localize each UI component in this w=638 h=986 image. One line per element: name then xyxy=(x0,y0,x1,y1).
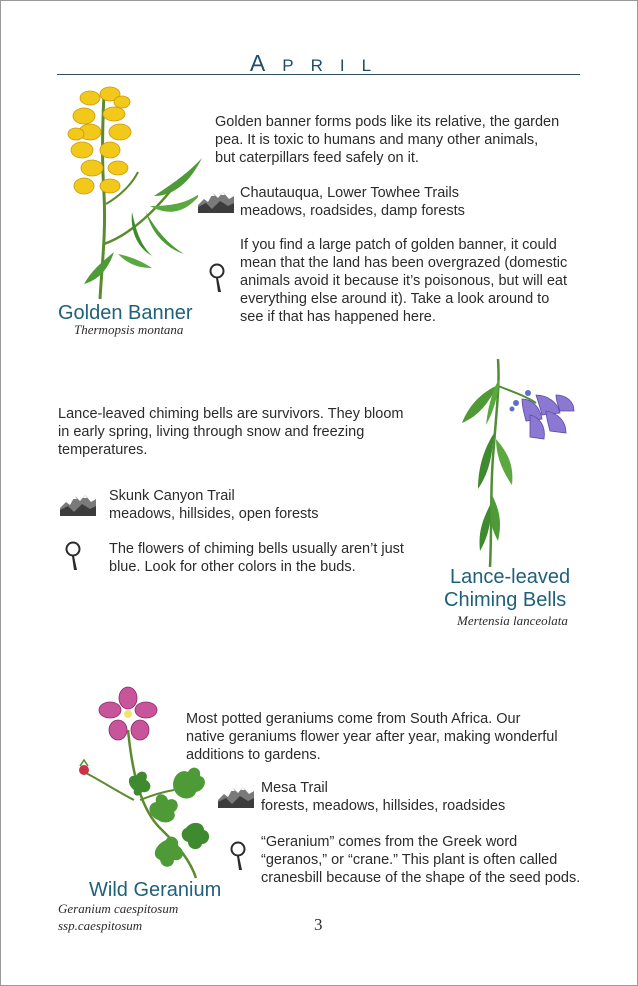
wild-geranium-description: Most potted geraniums come from South Africa. Our native geraniums flower year after year, making wonderful additions to gardens. xyxy=(186,711,558,763)
chiming-bells-name-line1: Lance-leaved xyxy=(450,566,571,588)
wild-geranium-latin: Geranium caespitosum ssp.caespitosum xyxy=(58,901,179,933)
chiming-bells-latin: Mertensia lanceolata xyxy=(457,613,568,628)
magnifying-glass-icon xyxy=(208,263,226,293)
mountain-icon xyxy=(218,782,254,808)
golden-banner-description: Golden banner forms pods like its relative, the garden pea. It is toxic to humans and many other animals, but caterpillars feed safely on it. xyxy=(215,114,560,166)
wild-geranium-name: Wild Geranium xyxy=(89,879,222,901)
golden-banner-name: Golden Banner xyxy=(58,302,193,324)
chiming-bells-location: Skunk Canyon Trail meadows, hillsides, open forests xyxy=(109,488,319,522)
page-number: 3 xyxy=(314,915,323,934)
wild-geranium-location: Mesa Trail forests, meadows, hillsides, roadsides xyxy=(261,780,506,814)
month-title: APRIL xyxy=(249,50,389,76)
chiming-bells-illustration xyxy=(440,355,580,570)
magnifying-glass-icon xyxy=(229,841,247,871)
mountain-icon xyxy=(198,187,234,213)
magnifying-glass-icon xyxy=(64,541,82,571)
chiming-bells-name-line2: Chiming Bells xyxy=(444,589,567,611)
golden-banner-location: Chautauqua, Lower Towhee Trails meadows, roadsides, damp forests xyxy=(240,185,465,219)
title-rule xyxy=(57,74,580,75)
wild-geranium-tip: “Geranium” comes from the Greek word “geranos,” or “crane.” This plant is often called cranesbill because of the shape of the seed pods. xyxy=(261,834,581,886)
mountain-icon xyxy=(60,490,96,516)
golden-banner-latin: Thermopsis montana xyxy=(74,322,184,337)
chiming-bells-tip: The flowers of chiming bells usually aren’t just blue. Look for other colors in the buds. xyxy=(109,541,404,575)
golden-banner-tip: If you find a large patch of golden banner, it could mean that the land has been overgrazed (domestic animals avoid it because it’s poisonous, but will eat everything else around it). Take a look around to see if that has happened here. xyxy=(240,237,568,325)
golden-banner-illustration xyxy=(62,84,212,300)
chiming-bells-description: Lance-leaved chiming bells are survivors. They bloom in early spring, living through snow and freezing temperatures. xyxy=(58,406,404,458)
